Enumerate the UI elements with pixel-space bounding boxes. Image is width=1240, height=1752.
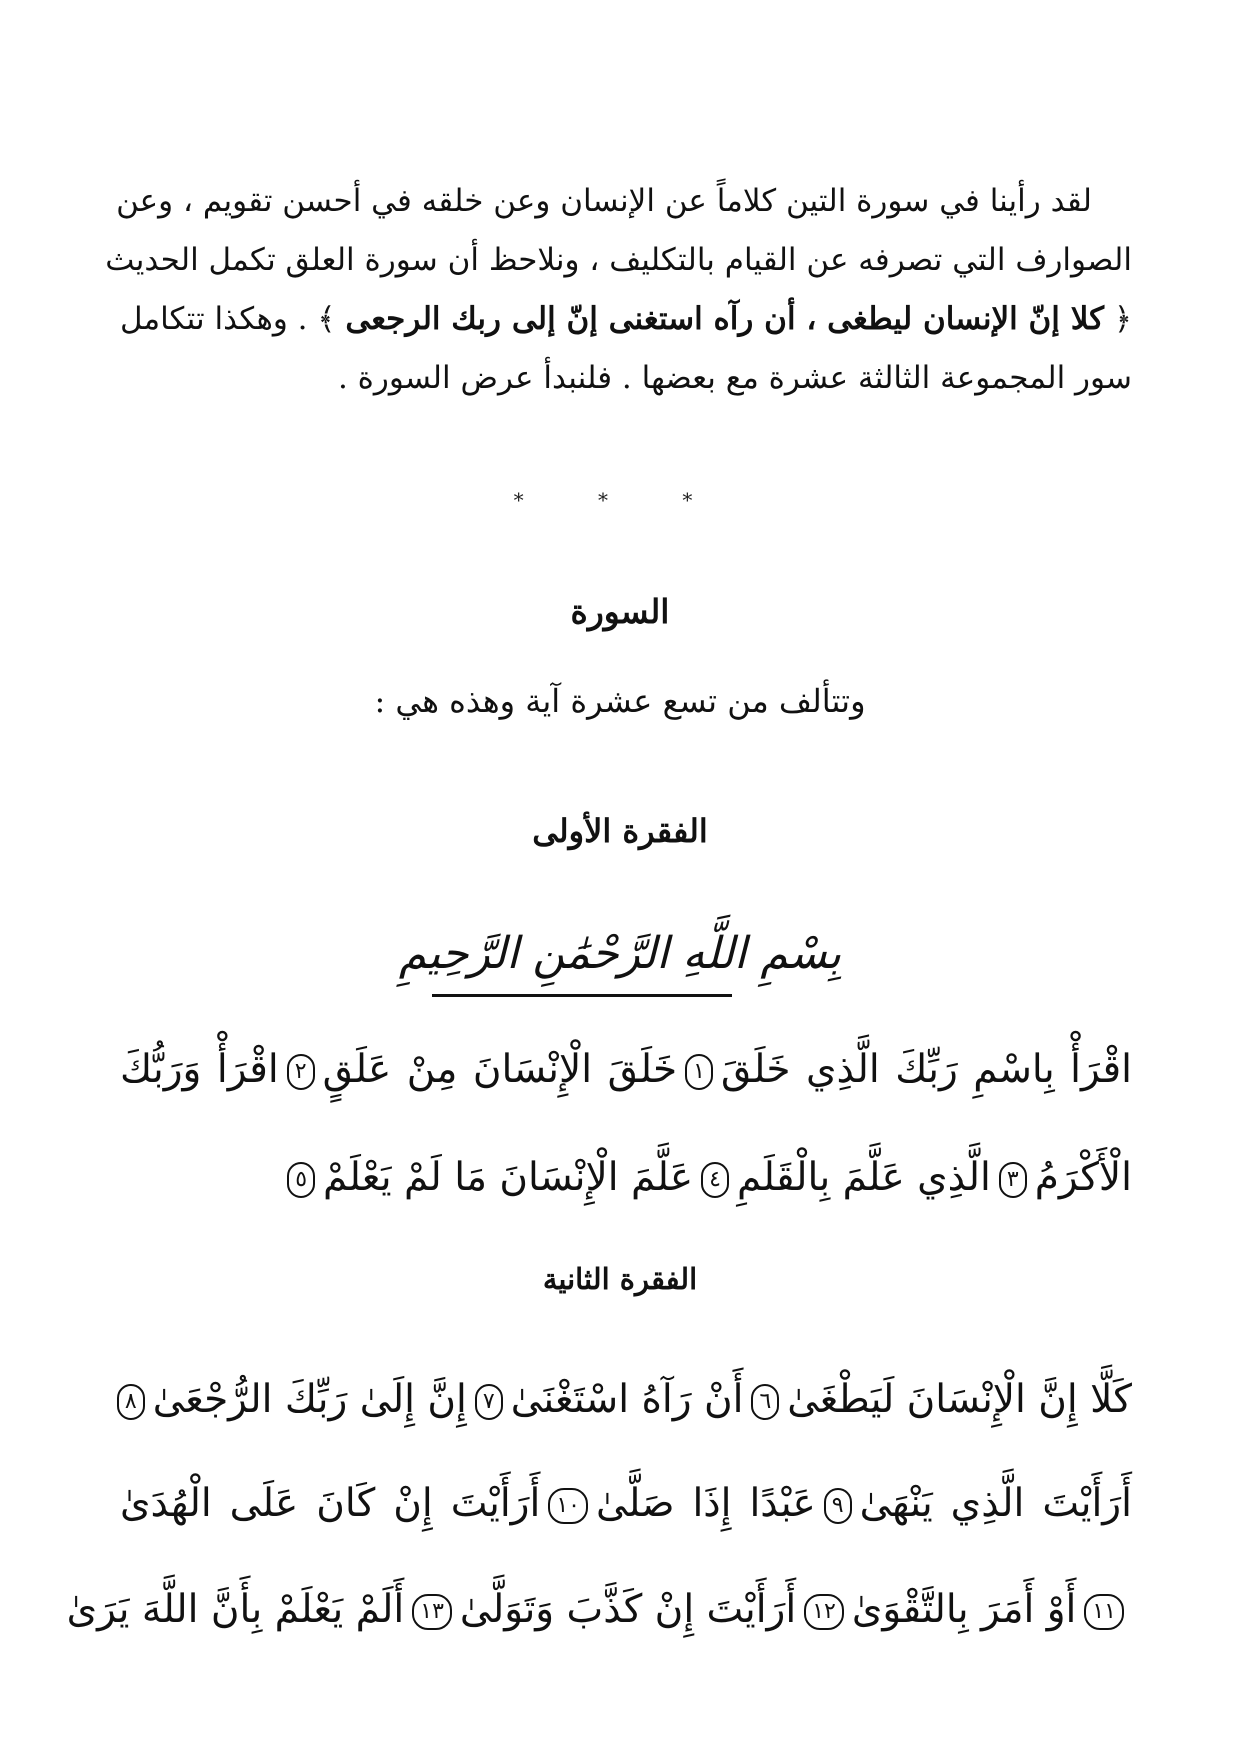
verse-number-marker: ٤ [701, 1162, 729, 1198]
verse-text: الْأَكْرَمُ [1034, 1155, 1132, 1200]
section-2-verse-line-3 [66, 1580, 1132, 1640]
verse-number-marker: ٦ [751, 1384, 779, 1420]
quote-open: ﴿ [1103, 301, 1132, 337]
intro-line-1: لقد رأينا في سورة التين كلاماً عن الإنسان وعن خلقه في أحسن تقويم ، وعن [116, 183, 1092, 219]
quoted-verse: كلا إنّ الإنسان ليطغى ، أن رآه استغنى إنّ إلى ربك الرجعى [345, 301, 1104, 337]
verse-number-marker: ٢ [287, 1054, 315, 1090]
quote-close-continuation: ﴾ . وهكذا تتكامل [120, 301, 346, 337]
section-2-verse-line-2 [120, 1474, 1132, 1534]
verse-number-marker: ١٠ [548, 1488, 588, 1524]
verse-number-marker: ١ [685, 1054, 713, 1090]
surah-subtitle: وتتألف من تسع عشرة آية وهذه هي : [374, 682, 866, 720]
verse-text: خَلَقَ الْإِنْسَانَ مِنْ عَلَقٍ [322, 1047, 678, 1092]
basmala: بِسْمِ اللَّهِ الرَّحْمَٰنِ الرَّحِيمِ [398, 928, 842, 979]
verse-number-marker: ١٣ [412, 1594, 452, 1630]
section-2-verse-line-1 [120, 1370, 1132, 1430]
intro-paragraph [105, 172, 1132, 408]
section-separator: * * * [513, 488, 727, 512]
section-1-title: الفقرة الأولى [532, 812, 708, 850]
verse-text: عَبْدًا إِذَا صَلَّىٰ [596, 1481, 816, 1526]
verse-number-marker: ٧ [475, 1384, 503, 1420]
intro-line-4: سور المجموعة الثالثة عشرة مع بعضها . فلنبدأ عرض السورة . [337, 360, 1132, 396]
verse-number-marker: ٣ [999, 1162, 1027, 1198]
verse-text: كَلَّا إِنَّ الْإِنْسَانَ لَيَطْغَىٰ [787, 1377, 1132, 1422]
section-1-verse-line-2 [120, 1148, 1132, 1208]
verse-text: أَوْ أَمَرَ بِالتَّقْوَىٰ [851, 1587, 1077, 1632]
verse-text: أَرَأَيْتَ إِنْ كَانَ عَلَى الْهُدَىٰ [120, 1481, 541, 1526]
intro-line-3 [120, 290, 1132, 349]
verse-number-marker: ٩ [824, 1488, 852, 1524]
verse-number-marker: ٥ [287, 1162, 315, 1198]
verse-number-marker: ٨ [117, 1384, 145, 1420]
verse-text: اقْرَأْ وَرَبُّكَ [120, 1047, 279, 1092]
surah-heading: السورة [570, 592, 670, 631]
verse-text: إِنَّ إِلَىٰ رَبِّكَ الرُّجْعَىٰ [152, 1377, 467, 1422]
verse-text: أَرَأَيْتَ إِنْ كَذَّبَ وَتَوَلَّىٰ [459, 1587, 797, 1632]
verse-text: أَنْ رَآهُ اسْتَغْنَىٰ [510, 1377, 744, 1422]
verse-text: الَّذِي عَلَّمَ بِالْقَلَمِ [736, 1155, 991, 1200]
basmala-underline [432, 994, 732, 997]
intro-line-2: الصوارف التي تصرفه عن القيام بالتكليف ، ونلاحظ أن سورة العلق تكمل الحديث [105, 242, 1132, 278]
verse-number-marker: ١١ [1084, 1594, 1124, 1630]
verse-number-marker: ١٢ [804, 1594, 844, 1630]
verse-text: أَلَمْ يَعْلَمْ بِأَنَّ اللَّهَ يَرَىٰ [66, 1587, 405, 1632]
verse-text: أَرَأَيْتَ الَّذِي يَنْهَىٰ [859, 1481, 1132, 1526]
section-1-verse-line-1 [120, 1040, 1132, 1100]
section-2-title: الفقرة الثانية [542, 1262, 698, 1296]
verse-text: عَلَّمَ الْإِنْسَانَ مَا لَمْ يَعْلَمْ [323, 1155, 694, 1200]
verse-text: اقْرَأْ بِاسْمِ رَبِّكَ الَّذِي خَلَقَ [720, 1047, 1133, 1092]
